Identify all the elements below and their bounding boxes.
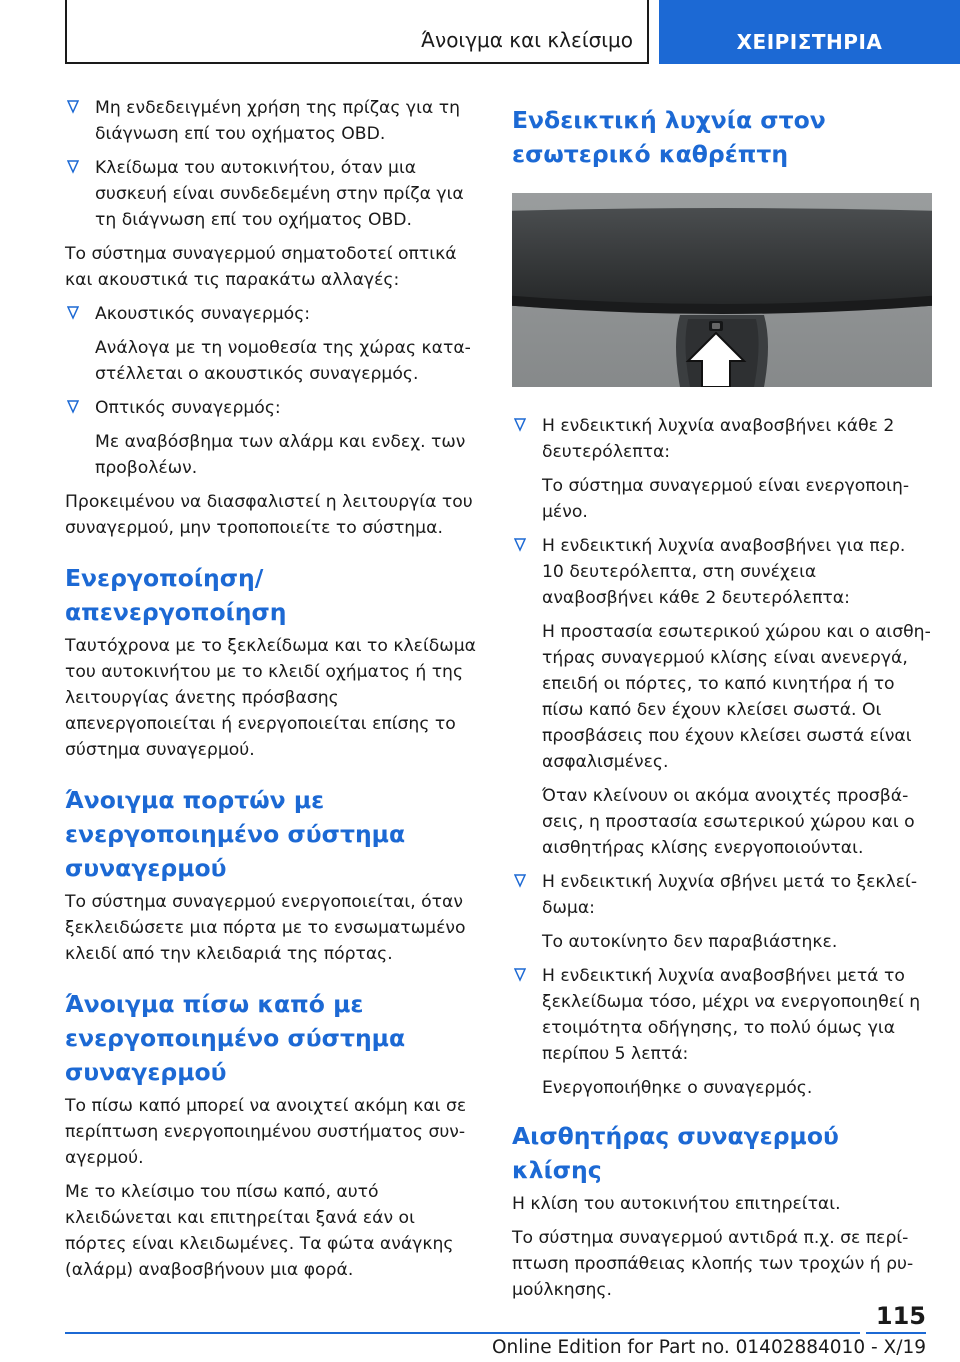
list-item (512, 963, 932, 1067)
bullet-triangle-icon (514, 968, 526, 982)
right-column (512, 95, 932, 1311)
list-item-text: Η ενδεικτική λυχνία σβήνει μετά το ξεκλείδωμα: (542, 872, 918, 918)
paragraph: Η κλίση του αυτοκινήτου επιτηρείται. (512, 1194, 841, 1214)
header-section-box (65, 0, 649, 64)
list-item (512, 413, 932, 465)
section-heading: Ενεργοποίηση/απενεργοποίηση (65, 564, 287, 626)
list-item-text: Κλείδωμα του αυτοκινήτου, όταν μια συσκευή είναι συνδεδεμένη στην πρίζα για τη διάγνωση επί του οχήματος OBD. (95, 158, 464, 230)
paragraph: Προκειμένου να διασφαλιστεί η λειτουργία του συναγερμού, μην τροποποιείτε το σύστημα. (65, 492, 473, 538)
mirror-indicator-figure (512, 193, 932, 387)
bullet-triangle-icon (514, 418, 526, 432)
list-item (512, 533, 932, 611)
footer-rule-right (866, 1332, 926, 1334)
bullet-triangle-icon (67, 100, 79, 114)
list-item (65, 395, 481, 421)
section-heading: Άνοιγμα πίσω καπό με ενεργοποιημένο σύστημα συναγερμού (65, 990, 406, 1086)
list-item-text: Οπτικός συναγερμός: (95, 398, 281, 418)
section-heading: Αισθητήρας συναγερμού κλίσης (512, 1122, 839, 1184)
list-item-text: Η ενδεικτική λυχνία αναβοσβήνει μετά το ξεκλείδωμα τόσο, μέχρι να ενεργοποιηθεί η ετοιμότητα οδήγησης, το πολύ όμως για περίπου 5 λεπτά: (542, 966, 921, 1064)
section-title: Άνοιγμα και κλείσιμο (421, 28, 633, 52)
bullet-triangle-icon (514, 874, 526, 888)
paragraph: Το σύστημα συναγερμού αντιδρά π.χ. σε περίπτωση προσπάθειας κλοπής των τροχών ή ρυμούλκησης. (512, 1228, 914, 1300)
list-item (512, 869, 932, 921)
chapter-tab-label: ΧΕΙΡΙΣΤΗΡΙΑ (736, 30, 883, 54)
edition-footer: Online Edition for Part no. 01402884010 - X/19 (491, 1337, 926, 1358)
list-item-text: Η ενδεικτική λυχνία αναβοσβήνει για περ. 10 δευτερόλεπτα, στη συνέχεια αναβοσβήνει κάθε 2 δευτερόλεπτα: (542, 536, 906, 608)
left-column (65, 95, 481, 1291)
list-item-detail: Όταν κλείνουν οι ακόμα ανοιχτές προσβάσεις, η προστασία εσωτερικού χώρου και ο αισθητήρας κλίσης ενεργοποιούνται. (542, 786, 915, 858)
list-item-detail: Το αυτοκίνητο δεν παραβιάστηκε. (542, 932, 838, 952)
page-number: 115 (875, 1302, 926, 1330)
section-heading: Άνοιγμα πορτών με ενεργοποιημένο σύστημα συναγερμού (65, 786, 406, 882)
chapter-tab[interactable] (659, 0, 960, 64)
paragraph: Το σύστημα συναγερμού ενεργοποιείται, όταν ξεκλειδώσετε μια πόρτα με το ενσωματωμένο κλειδί από την κλειδαριά της πόρτας. (65, 892, 466, 964)
list-item-detail: Ενεργοποιήθηκε ο συναγερμός. (542, 1078, 813, 1098)
paragraph: Το πίσω καπό μπορεί να ανοιχτεί ακόμη και σε περίπτωση ενεργοποιημένου συστήματος συναγερμού. (65, 1096, 467, 1168)
footer-rule (65, 1332, 860, 1334)
paragraph: Ταυτόχρονα με το ξεκλείδωμα και το κλείδωμα του αυτοκινήτου με το κλειδί οχήματος ή της λειτουργίας άνετης πρόσβασης απενεργοποιείται ή ενεργοποιείται επίσης το σύστημα συναγερμού. (65, 636, 476, 760)
paragraph: Το σύστημα συναγερμού σηματοδοτεί οπτικά και ακουστικά τις παρακάτω αλλαγές: (65, 244, 457, 290)
list-item-detail: Ανάλογα με τη νομοθεσία της χώρας καταστέλλεται ο ακουστικός συναγερμός. (95, 338, 471, 384)
list-item (65, 301, 481, 327)
list-item (65, 95, 481, 147)
bullet-triangle-icon (67, 306, 79, 320)
list-item-detail: Με αναβόσβημα των αλάρμ και ενδεχ. των προβολέων. (95, 432, 466, 478)
list-item (65, 155, 481, 233)
bullet-triangle-icon (67, 400, 79, 414)
paragraph: Με το κλείσιμο του πίσω καπό, αυτό κλειδώνεται και επιτηρείται ξανά εάν οι πόρτες είναι κλειδωμένες. Τα φώτα ανάγκης (αλάρμ) αναβοσβήνουν μια φορά. (65, 1182, 454, 1280)
rear-view-mirror-illustration (512, 193, 932, 387)
section-heading: Ενδεικτική λυχνία στον εσωτερικό καθρέπτη (512, 106, 826, 168)
list-item-text: Η ενδεικτική λυχνία αναβοσβήνει κάθε 2 δευτερόλεπτα: (542, 416, 895, 462)
bullet-triangle-icon (514, 538, 526, 552)
list-item-detail: Η προστασία εσωτερικού χώρου και ο αισθητήρας συναγερμού κλίσης είναι ανενεργά, επειδή οι πόρτες, το καπό κινητήρα ή το πίσω καπό δεν έχουν κλείσει σωστά. Οι προσβάσεις που έχουν κλείσει σωστά είναι ασφαλισμένες. (542, 622, 931, 772)
list-item-text: Μη ενδεδειγμένη χρήση της πρίζας για τη διάγνωση επί του οχήματος OBD. (95, 98, 460, 144)
bullet-triangle-icon (67, 160, 79, 174)
list-item-detail: Το σύστημα συναγερμού είναι ενεργοποιημένο. (542, 476, 910, 522)
list-item-text: Ακουστικός συναγερμός: (95, 304, 311, 324)
